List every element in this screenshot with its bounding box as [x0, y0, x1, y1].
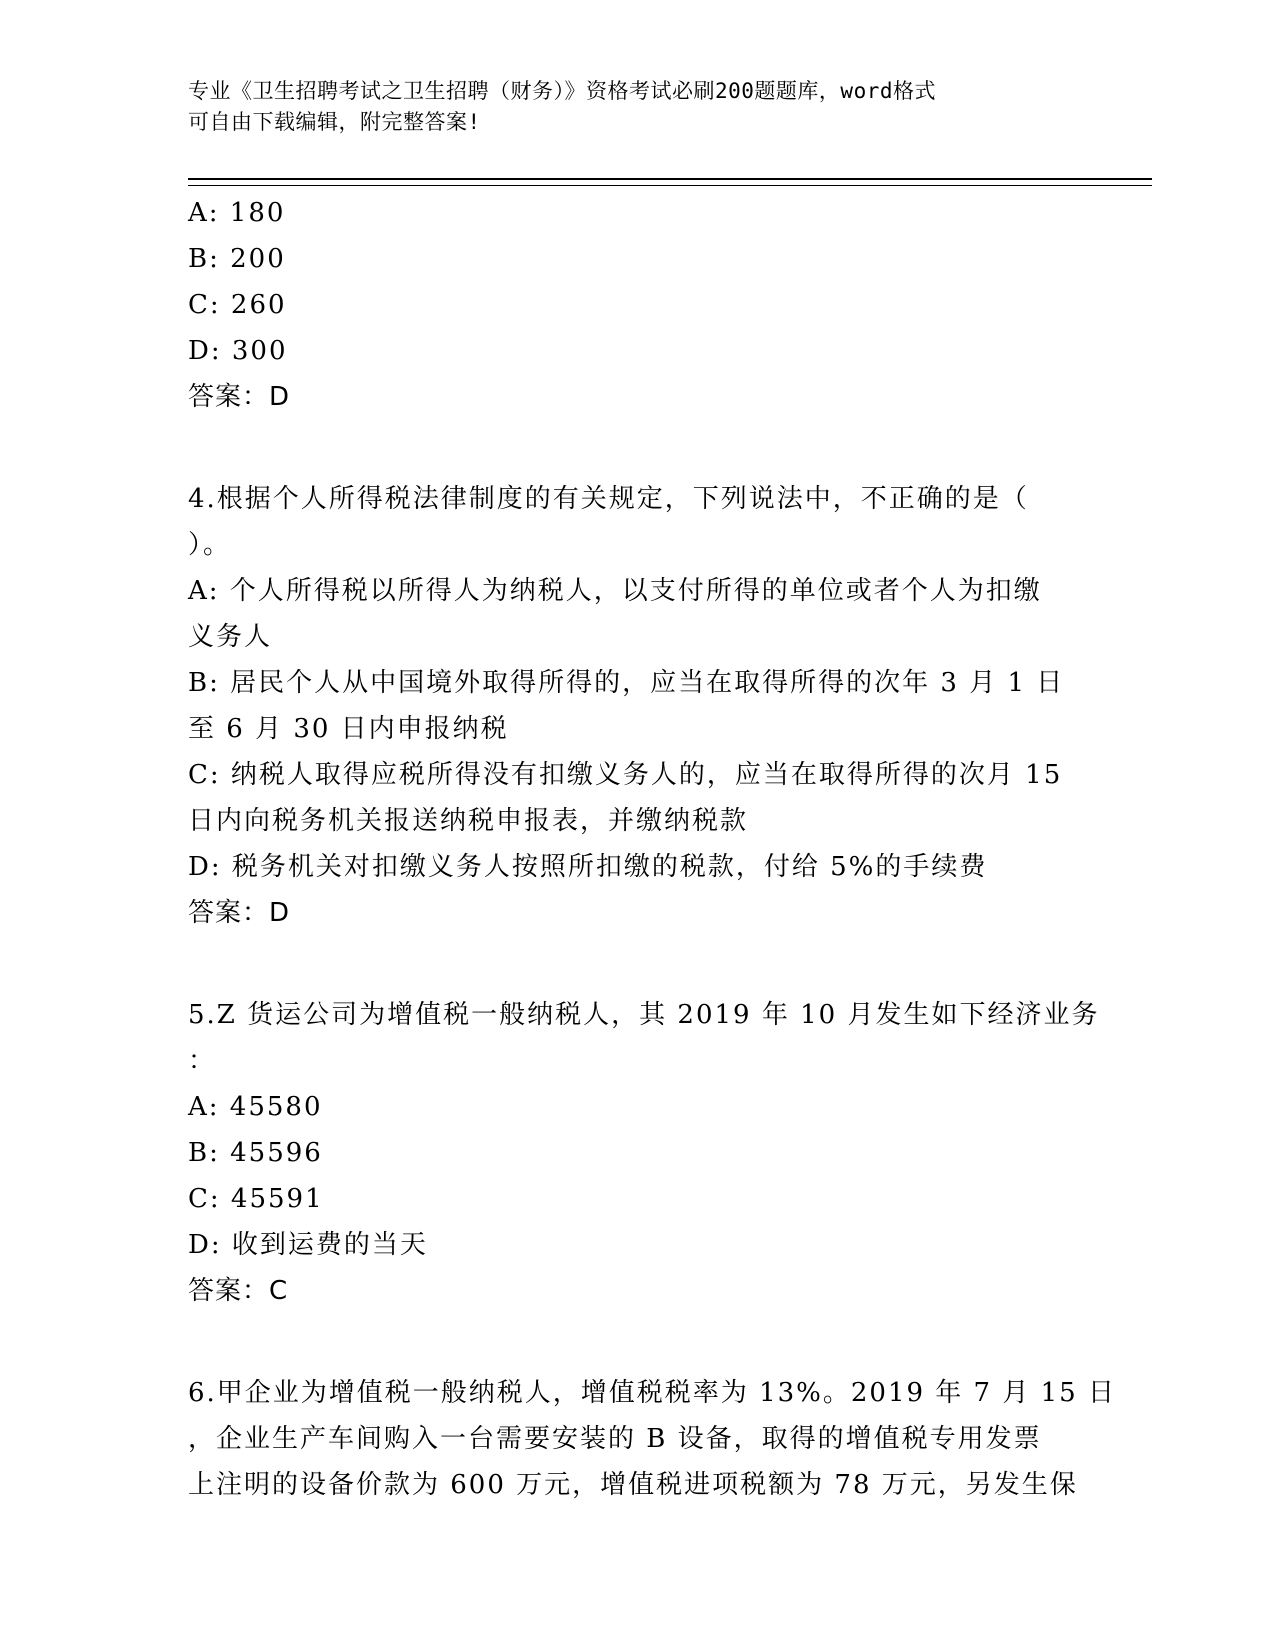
q6-stem-line-3: 上注明的设备价款为 600 万元，增值税进项税额为 78 万元，另发生保 [188, 1470, 1078, 1500]
header-title-line-1: 专业《卫生招聘考试之卫生招聘（财务）》资格考试必刷200题题库，word格式 [188, 79, 936, 103]
q4-option-b-cont: 至 6 月 30 日内申报纳税 [188, 714, 509, 744]
header-title-line-2: 可自由下载编辑，附完整答案! [188, 110, 481, 134]
q5-option-c: C: 45591 [188, 1184, 324, 1214]
q3-option-a: A: 180 [188, 198, 286, 228]
question-5-block [188, 992, 1100, 1314]
spacer [188, 936, 1088, 992]
q5-option-a: A: 45580 [188, 1092, 323, 1122]
q3-option-b: B: 200 [188, 244, 286, 274]
q5-stem-line-1: 5.Z 货运公司为增值税一般纳税人，其 2019 年 10 月发生如下经济业务 [188, 1000, 1100, 1030]
q5-option-d: D: 收到运费的当天 [188, 1230, 428, 1260]
q4-option-c-cont: 日内向税务机关报送纳税申报表，并缴纳税款 [188, 806, 749, 836]
q5-answer: 答案：C [188, 1276, 289, 1306]
q3-answer: 答案：D [188, 382, 291, 412]
q4-stem-line-1: 4.根据个人所得税法律制度的有关规定，下列说法中，不正确的是（ [188, 484, 1029, 514]
q6-stem-line-2: ，企业生产车间购入一台需要安装的 B 设备，取得的增值税专用发票 [188, 1424, 1042, 1454]
q4-stem-line-2: ）。 [188, 530, 232, 560]
spacer [188, 420, 1088, 476]
q4-answer: 答案：D [188, 898, 291, 928]
q6-stem-line-1: 6.甲企业为增值税一般纳税人，增值税税率为 13%。2019 年 7 月 15 日 [188, 1378, 1116, 1408]
q4-option-d: D: 税务机关对扣缴义务人按照所扣缴的税款，付给 5%的手续费 [188, 852, 988, 882]
document-body [188, 190, 1116, 1508]
page-header [188, 76, 1068, 138]
q3-option-d: D: 300 [188, 336, 288, 366]
q3-option-c: C: 260 [188, 290, 287, 320]
q4-option-a-cont: 义务人 [188, 622, 273, 652]
question-6-block [188, 1370, 1116, 1508]
q5-option-b: B: 45596 [188, 1138, 323, 1168]
spacer [188, 1314, 1088, 1370]
question-3-block [188, 190, 1088, 420]
q4-option-a: A: 个人所得税以所得人为纳税人，以支付所得的单位或者个人为扣缴 [188, 576, 1042, 606]
q4-option-b: B: 居民个人从中国境外取得所得的，应当在取得所得的次年 3 月 1 日 [188, 668, 1065, 698]
question-4-block [188, 476, 1088, 936]
header-divider [188, 178, 1152, 186]
q5-stem-line-2: ： [188, 1046, 217, 1076]
q4-option-c: C: 纳税人取得应税所得没有扣缴义务人的，应当在取得所得的次月 15 [188, 760, 1063, 790]
